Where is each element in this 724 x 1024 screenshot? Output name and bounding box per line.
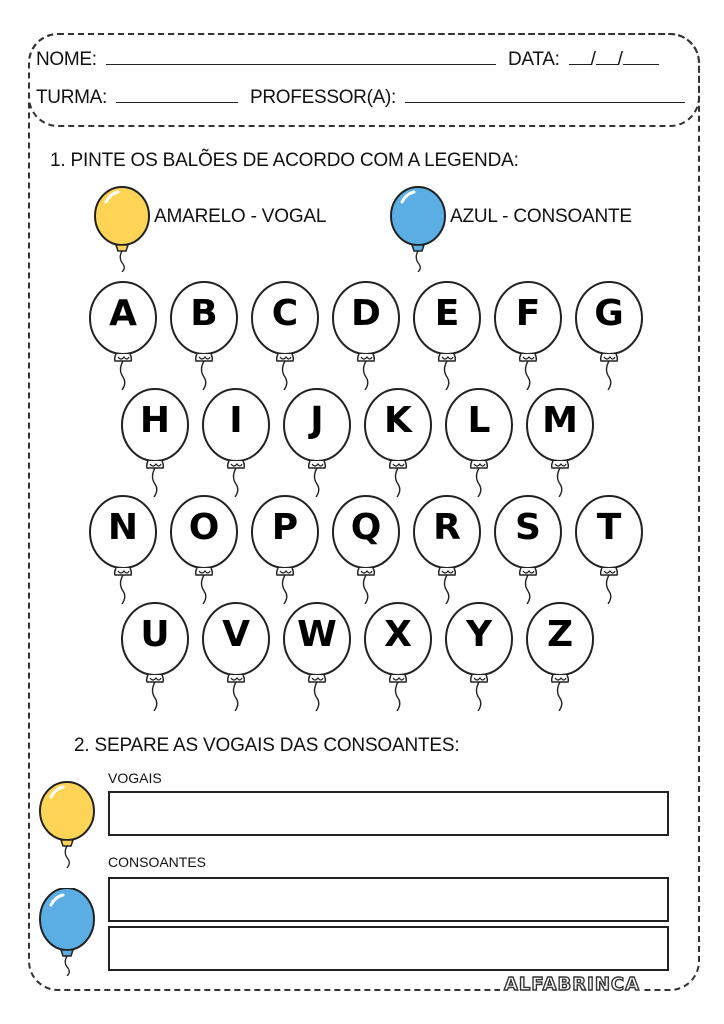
letter-balloon[interactable]	[201, 387, 271, 497]
legend-blue-label: AZUL - CONSOANTE	[450, 206, 632, 227]
balloon-letter: N	[107, 507, 139, 548]
letter-balloon[interactable]	[201, 601, 271, 711]
balloon-letter: K	[384, 400, 412, 441]
balloon-letter: L	[467, 400, 491, 441]
balloon-letter: T	[596, 507, 622, 548]
consonants-answer-box-1[interactable]	[108, 877, 669, 922]
letter-balloon[interactable]	[331, 494, 401, 604]
class-label: TURMA:	[36, 87, 108, 108]
date-label: DATA:	[508, 49, 560, 70]
balloon-letter: O	[188, 507, 220, 548]
vowels-answer-box[interactable]	[108, 791, 669, 836]
letter-balloon[interactable]	[120, 601, 190, 711]
letter-balloon[interactable]	[88, 280, 158, 390]
exercise1-title: 1. PINTE OS BALÕES DE ACORDO COM A LEGENDA:	[50, 150, 519, 171]
letter-balloon[interactable]	[574, 280, 644, 390]
letter-balloon[interactable]	[282, 387, 352, 497]
letter-balloon[interactable]	[493, 280, 563, 390]
yellow-balloon-icon	[38, 780, 100, 873]
balloon-letter: Z	[546, 614, 574, 655]
date-separator: /	[590, 49, 596, 70]
exercise2-title: 2. SEPARE AS VOGAIS DAS CONSOANTES:	[74, 735, 460, 756]
letter-balloon[interactable]	[444, 387, 514, 497]
balloon-letter: I	[229, 400, 243, 441]
letter-balloon[interactable]	[282, 601, 352, 711]
vowels-label: VOGAIS	[108, 770, 162, 786]
date-separator: /	[617, 49, 623, 70]
balloon-letter: V	[222, 614, 250, 655]
letter-balloon[interactable]	[525, 387, 595, 497]
balloon-letter: U	[140, 614, 170, 655]
balloon-letter: Q	[350, 507, 382, 548]
letter-balloon[interactable]	[250, 494, 320, 604]
alfabrinca-logo: ALFABRINCA	[500, 974, 644, 995]
letter-balloon[interactable]	[120, 387, 190, 497]
balloon-letter: H	[139, 400, 171, 441]
balloon-letter: R	[433, 507, 461, 548]
letter-balloon[interactable]	[169, 494, 239, 604]
balloon-letter: Y	[465, 614, 493, 655]
letter-balloon[interactable]	[444, 601, 514, 711]
balloon-letter: P	[271, 507, 299, 548]
letter-balloon[interactable]	[169, 280, 239, 390]
balloon-letter: X	[384, 614, 412, 655]
consonants-answer-box-2[interactable]	[108, 926, 669, 971]
legend-yellow-label: AMARELO - VOGAL	[154, 206, 327, 227]
balloon-letter: D	[351, 293, 381, 334]
letter-balloon[interactable]	[493, 494, 563, 604]
letter-balloon[interactable]	[574, 494, 644, 604]
balloon-letter: C	[271, 293, 299, 334]
letter-balloon[interactable]	[88, 494, 158, 604]
name-label: NOME:	[36, 49, 97, 70]
balloon-letter: S	[515, 507, 541, 548]
balloon-letter: E	[434, 293, 460, 334]
balloon-letter: G	[594, 293, 624, 334]
letter-balloon[interactable]	[412, 280, 482, 390]
letter-balloon[interactable]	[363, 601, 433, 711]
balloon-letter: W	[297, 614, 337, 655]
teacher-label: PROFESSOR(A):	[250, 87, 397, 108]
balloon-letter: F	[515, 293, 541, 334]
letter-balloon[interactable]	[250, 280, 320, 390]
letter-balloon[interactable]	[363, 387, 433, 497]
letter-balloon[interactable]	[525, 601, 595, 711]
letter-balloon[interactable]	[331, 280, 401, 390]
balloon-letter: J	[310, 400, 324, 441]
letter-balloon[interactable]	[412, 494, 482, 604]
consonants-label: CONSOANTES	[108, 854, 207, 870]
balloon-letter: A	[109, 293, 137, 334]
balloon-letter: M	[542, 400, 578, 441]
balloon-letter: B	[190, 293, 218, 334]
blue-balloon-icon	[38, 888, 100, 981]
